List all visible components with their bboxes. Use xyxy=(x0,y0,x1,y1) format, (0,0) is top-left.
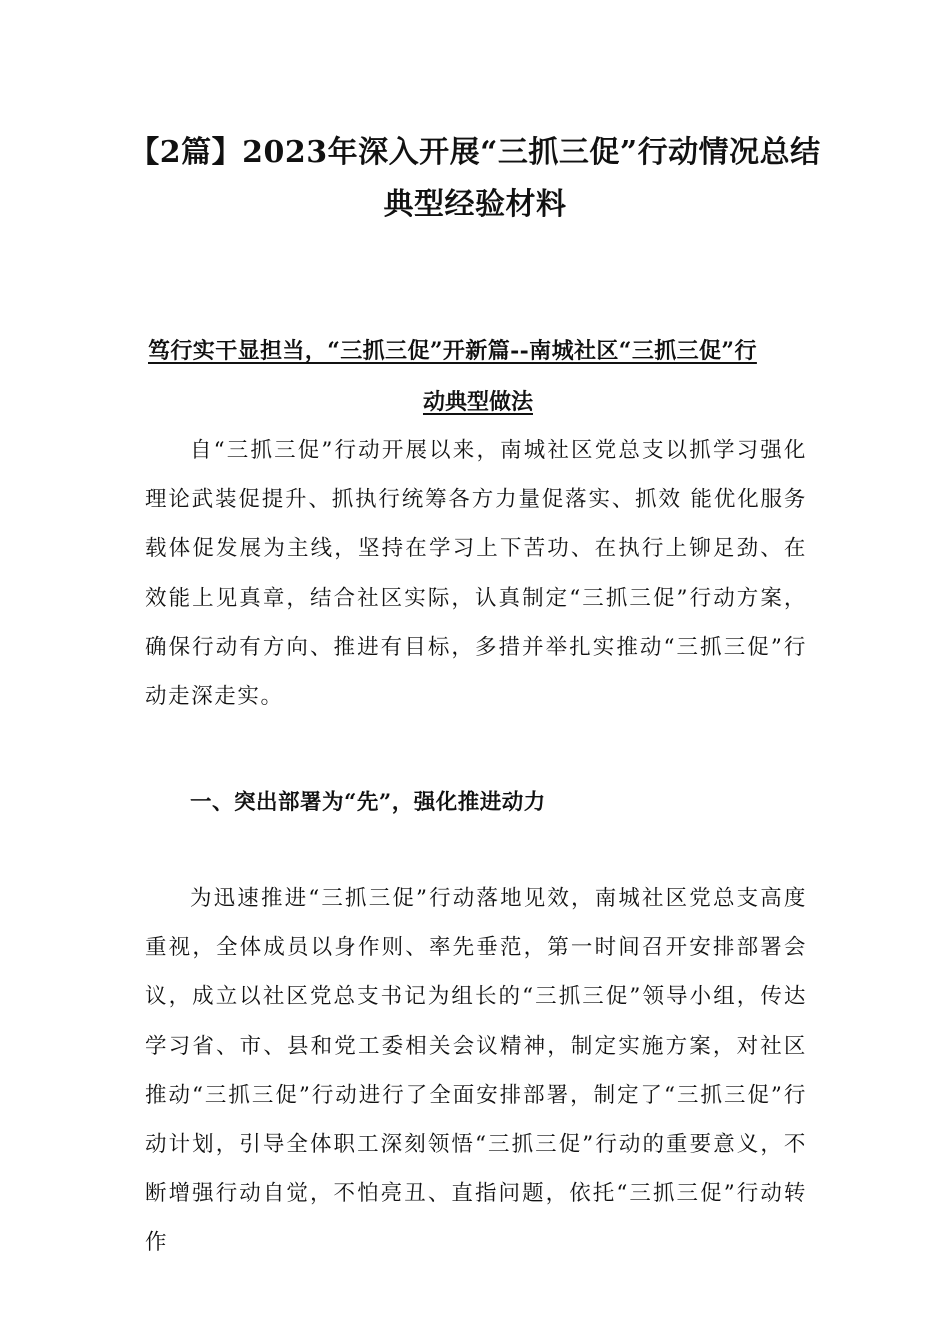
section-1-heading: 一、突出部署为“先”，强化推进动力 xyxy=(190,790,546,815)
document-title-line-1: 【2篇】2023年深入开展“三抓三促”行动情况总结 xyxy=(129,135,821,170)
intro-paragraph: 自“三抓三促”行动开展以来，南城社区党总支以抓学习强化理论武装促提升、抓执行统筹各方力量促落实、抓效 能优化服务载体促发展为主线，坚持在学习上下苦功、在执行上铆足劲、在效能上见真章，结合社区实际，认真制定“三抓三促”行动方案，确保行动有方向、推进有目标，多措并举扎实推动“三抓三促”行动走深走实。 xyxy=(145,438,807,710)
article-subtitle-line-1: 笃行实干显担当，“三抓三促”开新篇--南城社区“三抓三促”行 xyxy=(148,338,757,364)
section-1-paragraph: 为迅速推进“三抓三促”行动落地见效，南城社区党总支高度重视，全体成员以身作则、率先垂范，第一时间召开安排部署会议，成立以社区党总支书记为组长的“三抓三促”领导小组，传达学习省、市、县和党工委相关会议精神，制定实施方案，对社区推动“三抓三促”行动进行了全面安排部署，制定了“三抓三促”行动计划，引导全体职工深刻领悟“三抓三促”行动的重要意义，不断增强行动自觉，不怕亮丑、直指问题，依托“三抓三促”行动转作 xyxy=(145,886,807,1256)
document-title-line-2: 典型经验材料 xyxy=(383,187,567,222)
article-subtitle-line-2: 动典型做法 xyxy=(422,389,533,415)
